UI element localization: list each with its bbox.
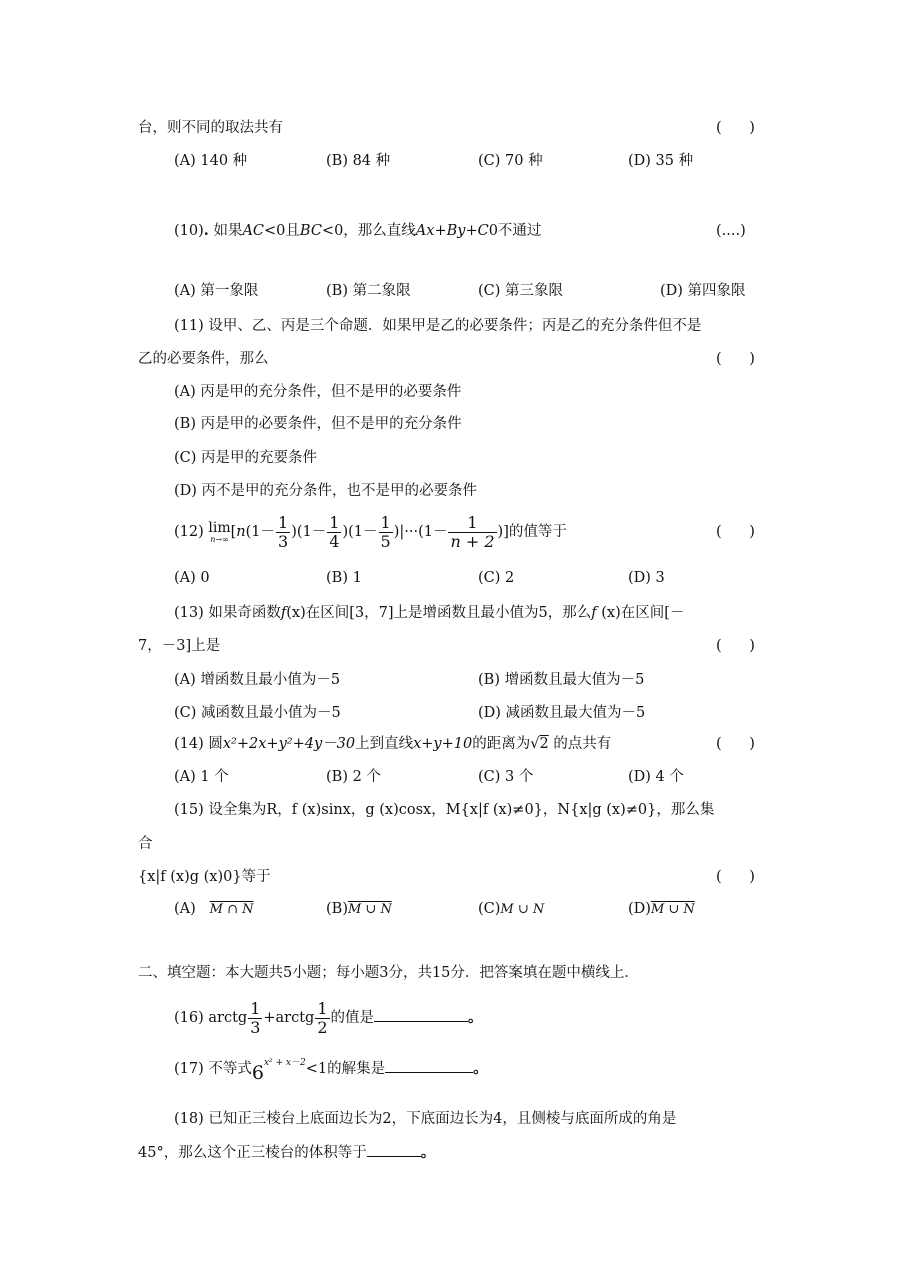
q11-option-a: (A) 丙是甲的充分条件，但不是甲的必要条件 bbox=[174, 384, 462, 400]
q12-number: (12) bbox=[174, 524, 204, 540]
q12-limit: lim n→∞ bbox=[208, 519, 231, 544]
q12-option-b: (B) 1 bbox=[326, 570, 362, 586]
q14-option-d: (D) 4 个 bbox=[628, 769, 684, 785]
q13-stem-line1: (13) 如果奇函数f(x)在区间[3，7]上是增函数且最小值为5，那么f (x)在区间[－ bbox=[174, 605, 685, 621]
q15-option-c: (C)M ∪ N bbox=[478, 901, 545, 917]
q12-stem: (12) lim n→∞ [n(1－ $\frac{1}{3}$ )(1－ $\frac{1}{4}$ )(1－ $\frac{1}{5}$ )|···(1－ $\frac{1}{n + 2}$ )]的值等于 bbox=[174, 512, 567, 551]
q16-frac-1-3: $\frac{1}{3}$ bbox=[250, 998, 261, 1037]
q12-option-c: (C) 2 bbox=[478, 570, 515, 586]
q11-option-b: (B) 丙是甲的必要条件，但不是甲的充分条件 bbox=[174, 416, 462, 432]
q14-answer-paren: ( ) bbox=[716, 736, 755, 752]
q17-stem: (17) 不等式$6^{x^2 + x-2}<1$的解集是 。 bbox=[174, 1058, 488, 1084]
q13-option-d: (D) 减函数且最大值为－5 bbox=[478, 705, 646, 721]
q12-answer-paren: ( ) bbox=[716, 524, 755, 540]
q16-stem: (16) arctg $\frac{1}{3}$ +arctg $\frac{1}{2}$ 的值是 。 bbox=[174, 998, 483, 1037]
q11-option-c: (C) 丙是甲的充要条件 bbox=[174, 450, 318, 466]
q14-option-b: (B) 2 个 bbox=[326, 769, 381, 785]
q15-stem-line3: {x|f (x)g (x)0}等于 bbox=[138, 869, 271, 885]
q14-option-a: (A) 1 个 bbox=[174, 769, 229, 785]
q12-frac-1-5: $\frac{1}{5}$ bbox=[380, 512, 391, 551]
q9-option-c: (C) 70 种 bbox=[478, 153, 543, 169]
q10-number: (10) bbox=[174, 223, 204, 239]
sqrt-symbol: √ bbox=[530, 736, 540, 752]
q18-stem-line1: (18) 已知正三棱台上底面边长为2，下底面边长为4，且侧棱与底面所成的角是 bbox=[174, 1111, 677, 1127]
q9-answer-paren: ( ) bbox=[716, 120, 755, 136]
q15-option-b: (B)M ∪ N bbox=[326, 901, 392, 917]
q9-option-d: (D) 35 种 bbox=[628, 153, 694, 169]
q16-frac-1-2: $\frac{1}{2}$ bbox=[317, 998, 328, 1037]
q13-option-b: (B) 增函数且最大值为－5 bbox=[478, 672, 645, 688]
q9-option-a: (A) 140 种 bbox=[174, 153, 248, 169]
q15-stem-line2: 合 bbox=[138, 836, 153, 852]
q18-answer-blank[interactable] bbox=[367, 1142, 421, 1157]
q13-answer-paren: ( ) bbox=[716, 638, 755, 654]
q11-stem-line2: 乙的必要条件，那么 bbox=[138, 351, 269, 367]
q11-answer-paren: ( ) bbox=[716, 351, 755, 367]
q11-option-d: (D) 丙不是甲的充分条件，也不是甲的必要条件 bbox=[174, 483, 478, 499]
q13-option-a: (A) 增函数且最小值为－5 bbox=[174, 672, 341, 688]
q10-option-d: (D) 第四象限 bbox=[660, 283, 746, 299]
q17-answer-blank[interactable] bbox=[385, 1058, 473, 1073]
q12-frac-1-n2: $\frac{1}{n + 2}$ bbox=[450, 512, 495, 551]
q14-stem: (14) 圆x²+2x+y²+4y－30上到直线x+y+10的距离为√2 的点共有 bbox=[174, 736, 612, 752]
q12-option-a: (A) 0 bbox=[174, 570, 210, 586]
q15-option-a: (A) M ∩ N bbox=[174, 901, 254, 917]
q10-option-a: (A) 第一象限 bbox=[174, 283, 259, 299]
q9-option-b: (B) 84 种 bbox=[326, 153, 391, 169]
q9-stem-tail: 台，则不同的取法共有 bbox=[138, 120, 283, 136]
q12-frac-1-3: $\frac{1}{3}$ bbox=[278, 512, 289, 551]
q15-option-d: (D)M ∪ N bbox=[628, 901, 695, 917]
q15-answer-paren: ( ) bbox=[716, 869, 755, 885]
q12-frac-1-4: $\frac{1}{4}$ bbox=[329, 512, 340, 551]
q13-stem-line2: 7，－3]上是 bbox=[138, 638, 221, 654]
q10-option-b: (B) 第二象限 bbox=[326, 283, 411, 299]
q13-option-c: (C) 减函数且最小值为－5 bbox=[174, 705, 341, 721]
q14-option-c: (C) 3 个 bbox=[478, 769, 534, 785]
q16-answer-blank[interactable] bbox=[374, 1007, 468, 1022]
q10-option-c: (C) 第三象限 bbox=[478, 283, 564, 299]
q10-answer-paren: (....) bbox=[716, 223, 746, 239]
q12-option-d: (D) 3 bbox=[628, 570, 665, 586]
q10-stem: (10). 如果AC<0且BC<0，那么直线Ax+By+C0不通过 bbox=[174, 222, 542, 239]
q15-stem-line1: (15) 设全集为R，f (x)sinx，g (x)cosx，M{x|f (x)≠0}，N{x|g (x)≠0}，那么集 bbox=[174, 802, 715, 818]
q18-stem-line2: 45°，那么这个正三棱台的体积等于 。 bbox=[138, 1144, 436, 1161]
section2-title: 二、填空题：本大题共5小题；每小题3分，共15分．把答案填在题中横线上． bbox=[138, 965, 639, 981]
q11-stem-line1: (11) 设甲、乙、丙是三个命题．如果甲是乙的必要条件；丙是乙的充分条件但不是 bbox=[174, 318, 702, 334]
